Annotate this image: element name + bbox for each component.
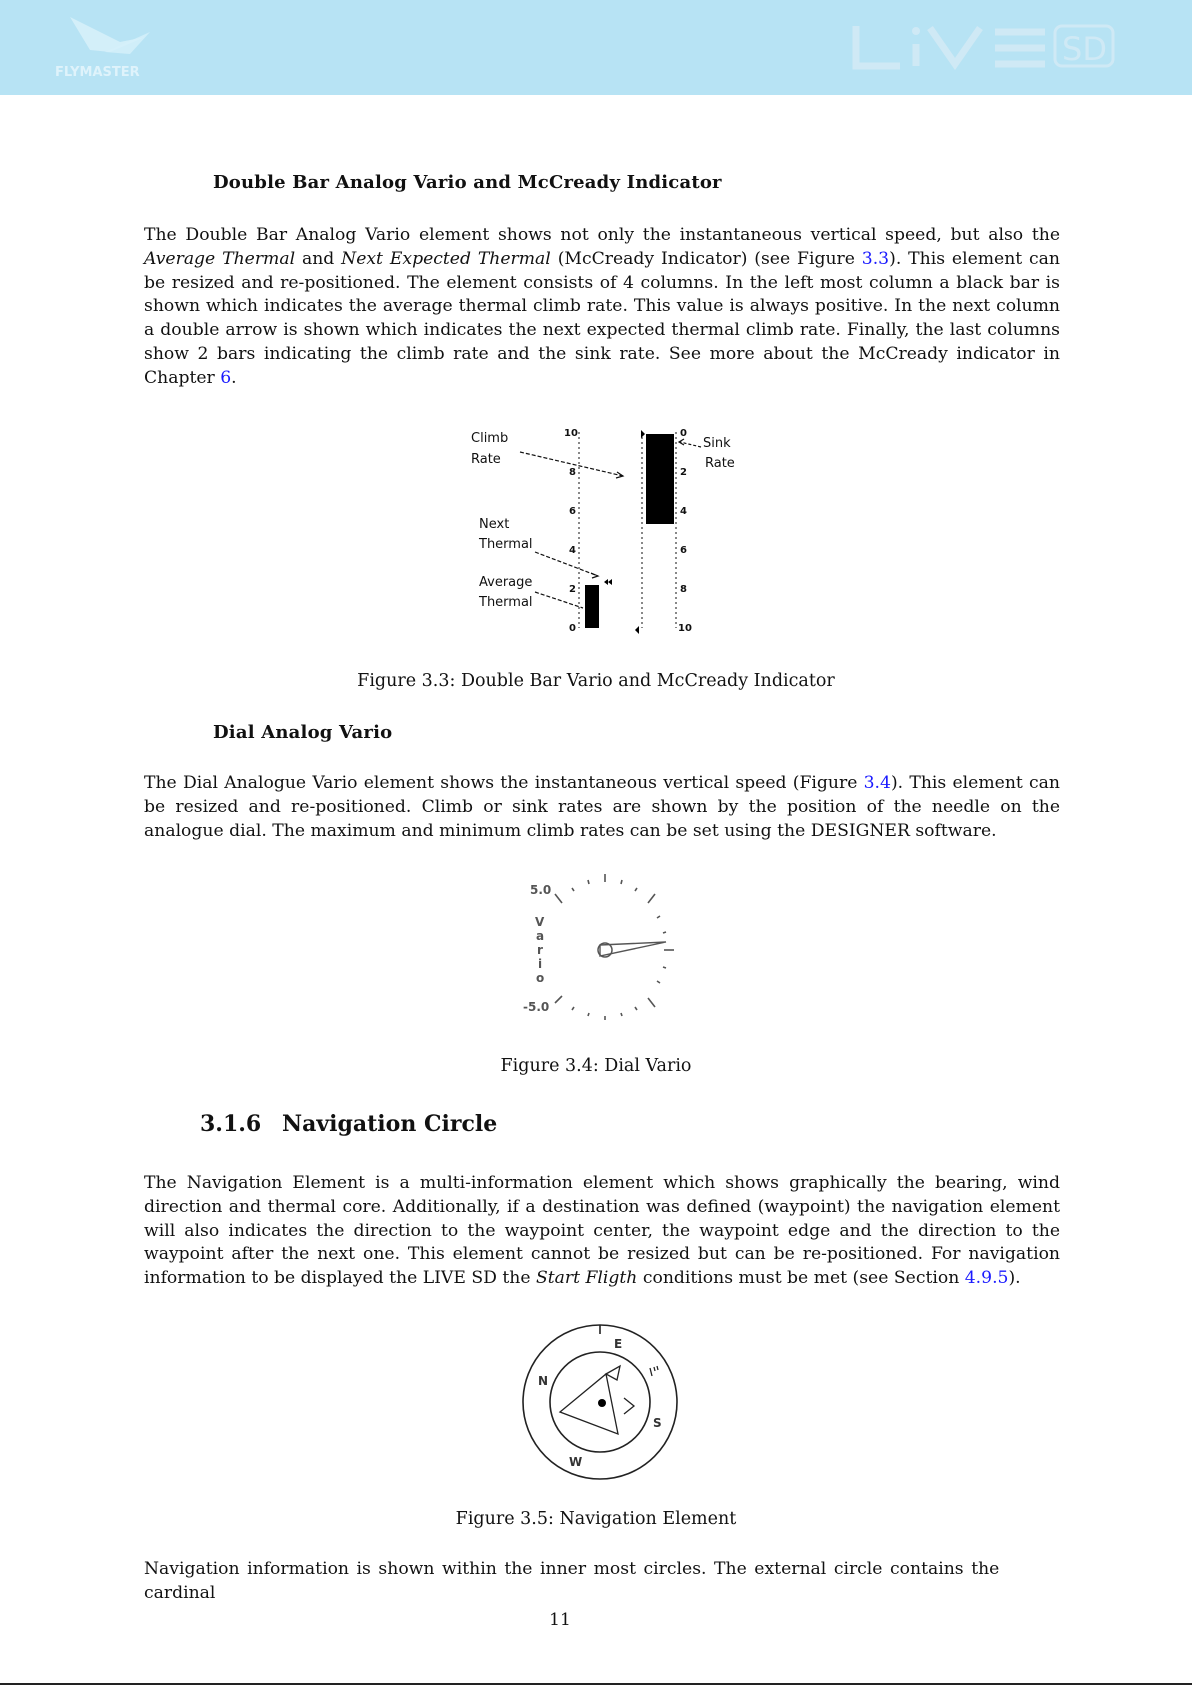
right-tick-8: 8 bbox=[680, 584, 687, 595]
double-bar-vario-figure bbox=[465, 420, 745, 635]
text-run: ). This element can be resized and re-positioned. The element consists of 4 columns. In the left most column a black bar is shown which indicates the average thermal climb rate. This value is always positive. In the next column a double arrow is shown which indicates the next expected thermal climb rate. Finally, the last columns show 2 bars indicating the climb rate and the sink rate. See more about the McCready indicator in Chapter bbox=[144, 248, 1061, 388]
dial-vertical-letter: a bbox=[536, 929, 545, 943]
dial-max-label: 5.0 bbox=[530, 883, 552, 897]
text-run: (McCready Indicator) (see Figure bbox=[550, 248, 862, 269]
left-tick-8: 8 bbox=[569, 467, 576, 478]
label-average: Average bbox=[479, 575, 533, 590]
right-tick-4: 4 bbox=[680, 506, 687, 517]
figure-caption-3-3: Figure 3.3: Double Bar Vario and McCready Indicator bbox=[357, 671, 835, 691]
figure-caption-3-4: Figure 3.4: Dial Vario bbox=[500, 1056, 692, 1076]
text-run: conditions must be met (see Section bbox=[637, 1268, 965, 1289]
left-tick-10: 10 bbox=[564, 428, 578, 439]
flymaster-logo bbox=[50, 12, 180, 82]
sink-rate-bar bbox=[646, 434, 674, 524]
left-tick-0: 0 bbox=[569, 623, 576, 634]
nav-next-waypoint-chevron-icon bbox=[624, 1398, 634, 1414]
dial-vertical-letter: i bbox=[538, 957, 543, 971]
figure-link-3-3[interactable]: 3.3 bbox=[861, 248, 890, 269]
label-sink-rate: Rate bbox=[705, 456, 735, 471]
paragraph-navigation-information: Navigation information is shown within the inner most circles. The external circle contains the cardinal bbox=[144, 1559, 1000, 1603]
dial-ticks bbox=[555, 874, 674, 1020]
nav-cardinal-north: N bbox=[538, 1374, 549, 1388]
left-tick-2: 2 bbox=[569, 584, 576, 595]
nav-cardinal-east: E bbox=[614, 1337, 623, 1351]
text-run: . bbox=[231, 367, 237, 388]
dial-vario-figure bbox=[520, 870, 690, 1020]
label-next: Next bbox=[479, 517, 510, 532]
dial-vertical-letter: r bbox=[537, 943, 543, 957]
nav-cardinal-south: S bbox=[653, 1416, 662, 1430]
section-link-4-9-5[interactable]: 4.9.5 bbox=[964, 1268, 1009, 1289]
paragraph-navigation-element bbox=[144, 1172, 1060, 1291]
label-climb-rate: Rate bbox=[471, 452, 501, 467]
paragraph-dial-vario bbox=[144, 772, 1060, 843]
dial-vertical-letter: o bbox=[536, 971, 545, 985]
page-number: 11 bbox=[549, 1610, 571, 1630]
climb-top-marker-icon bbox=[641, 430, 645, 438]
text-run: The Dial Analogue Vario element shows the instantaneous vertical speed (Figure bbox=[144, 773, 864, 793]
chapter-link-6[interactable]: 6 bbox=[220, 367, 232, 388]
dial-vertical-letter: V bbox=[535, 915, 545, 929]
label-average-thermal: Thermal bbox=[479, 595, 533, 610]
svg-text:FLYMASTER: FLYMASTER bbox=[55, 65, 140, 80]
subsection-heading-dial-vario: Dial Analog Vario bbox=[213, 722, 393, 743]
next-thermal-arrow-icon bbox=[604, 579, 612, 585]
nav-thermal-core-dot bbox=[598, 1399, 606, 1407]
page-header-band bbox=[0, 0, 1192, 95]
text-run: and bbox=[295, 248, 342, 269]
figure-link-3-4[interactable]: 3.4 bbox=[863, 773, 891, 793]
text-run: The Double Bar Analog Vario element shows not only the instantaneous vertical speed, but also the bbox=[144, 225, 1060, 245]
live-sd-logo bbox=[850, 22, 1140, 77]
subsection-heading-double-bar: Double Bar Analog Vario and McCready Indicator bbox=[213, 172, 722, 193]
emphasis-next-expected-thermal: Next Expected Thermal bbox=[341, 248, 551, 269]
figure-caption-3-5: Figure 3.5: Navigation Element bbox=[455, 1509, 737, 1529]
right-tick-0: 0 bbox=[680, 428, 687, 439]
climb-bottom-marker-icon bbox=[635, 626, 639, 634]
section-number: 3.1.6 bbox=[200, 1111, 262, 1137]
navigation-element-figure bbox=[520, 1322, 680, 1482]
label-next-thermal: Thermal bbox=[479, 537, 533, 552]
text-run: ). bbox=[1008, 1268, 1021, 1289]
emphasis-average-thermal: Average Thermal bbox=[144, 248, 296, 269]
section-title: Navigation Circle bbox=[282, 1111, 498, 1137]
nav-waypoint-edge-icon bbox=[606, 1366, 620, 1380]
text-run: ). This element can be resized and re-positioned. Climb or sink rates are shown by the position of the needle on the analogue dial. The maximum and minimum climb rates can be set using the DESIGNER software. bbox=[144, 773, 1060, 841]
svg-text:SD: SD bbox=[1062, 30, 1107, 68]
label-sink: Sink bbox=[703, 436, 731, 451]
average-thermal-bar bbox=[585, 585, 599, 628]
label-climb: Climb bbox=[471, 431, 509, 446]
right-tick-10: 10 bbox=[678, 623, 692, 634]
section-heading-navigation-circle bbox=[200, 1111, 497, 1137]
left-tick-6: 6 bbox=[569, 506, 576, 517]
dial-min-label: -5.0 bbox=[523, 1000, 550, 1014]
right-tick-6: 6 bbox=[680, 545, 687, 556]
left-tick-4: 4 bbox=[569, 545, 576, 556]
nav-bearing-arrow-icon bbox=[560, 1374, 618, 1434]
nav-cardinal-west: W bbox=[569, 1455, 583, 1469]
text-run: The Navigation Element is a multi-information element which shows graphically the bearing, wind direction and thermal core. Additionally, if a destination was defined (waypoint) the navigation element will also indicates the direction to the waypoint center, the waypoint edge and the direction to the waypoint after the next one. This element cannot be resized but can be re-positioned. For navigation information to be displayed the LIVE SD the bbox=[144, 1173, 1060, 1289]
right-tick-2: 2 bbox=[680, 467, 687, 478]
paragraph-double-bar bbox=[144, 224, 1060, 391]
emphasis-start-fligth: Start Fligth bbox=[535, 1268, 638, 1289]
